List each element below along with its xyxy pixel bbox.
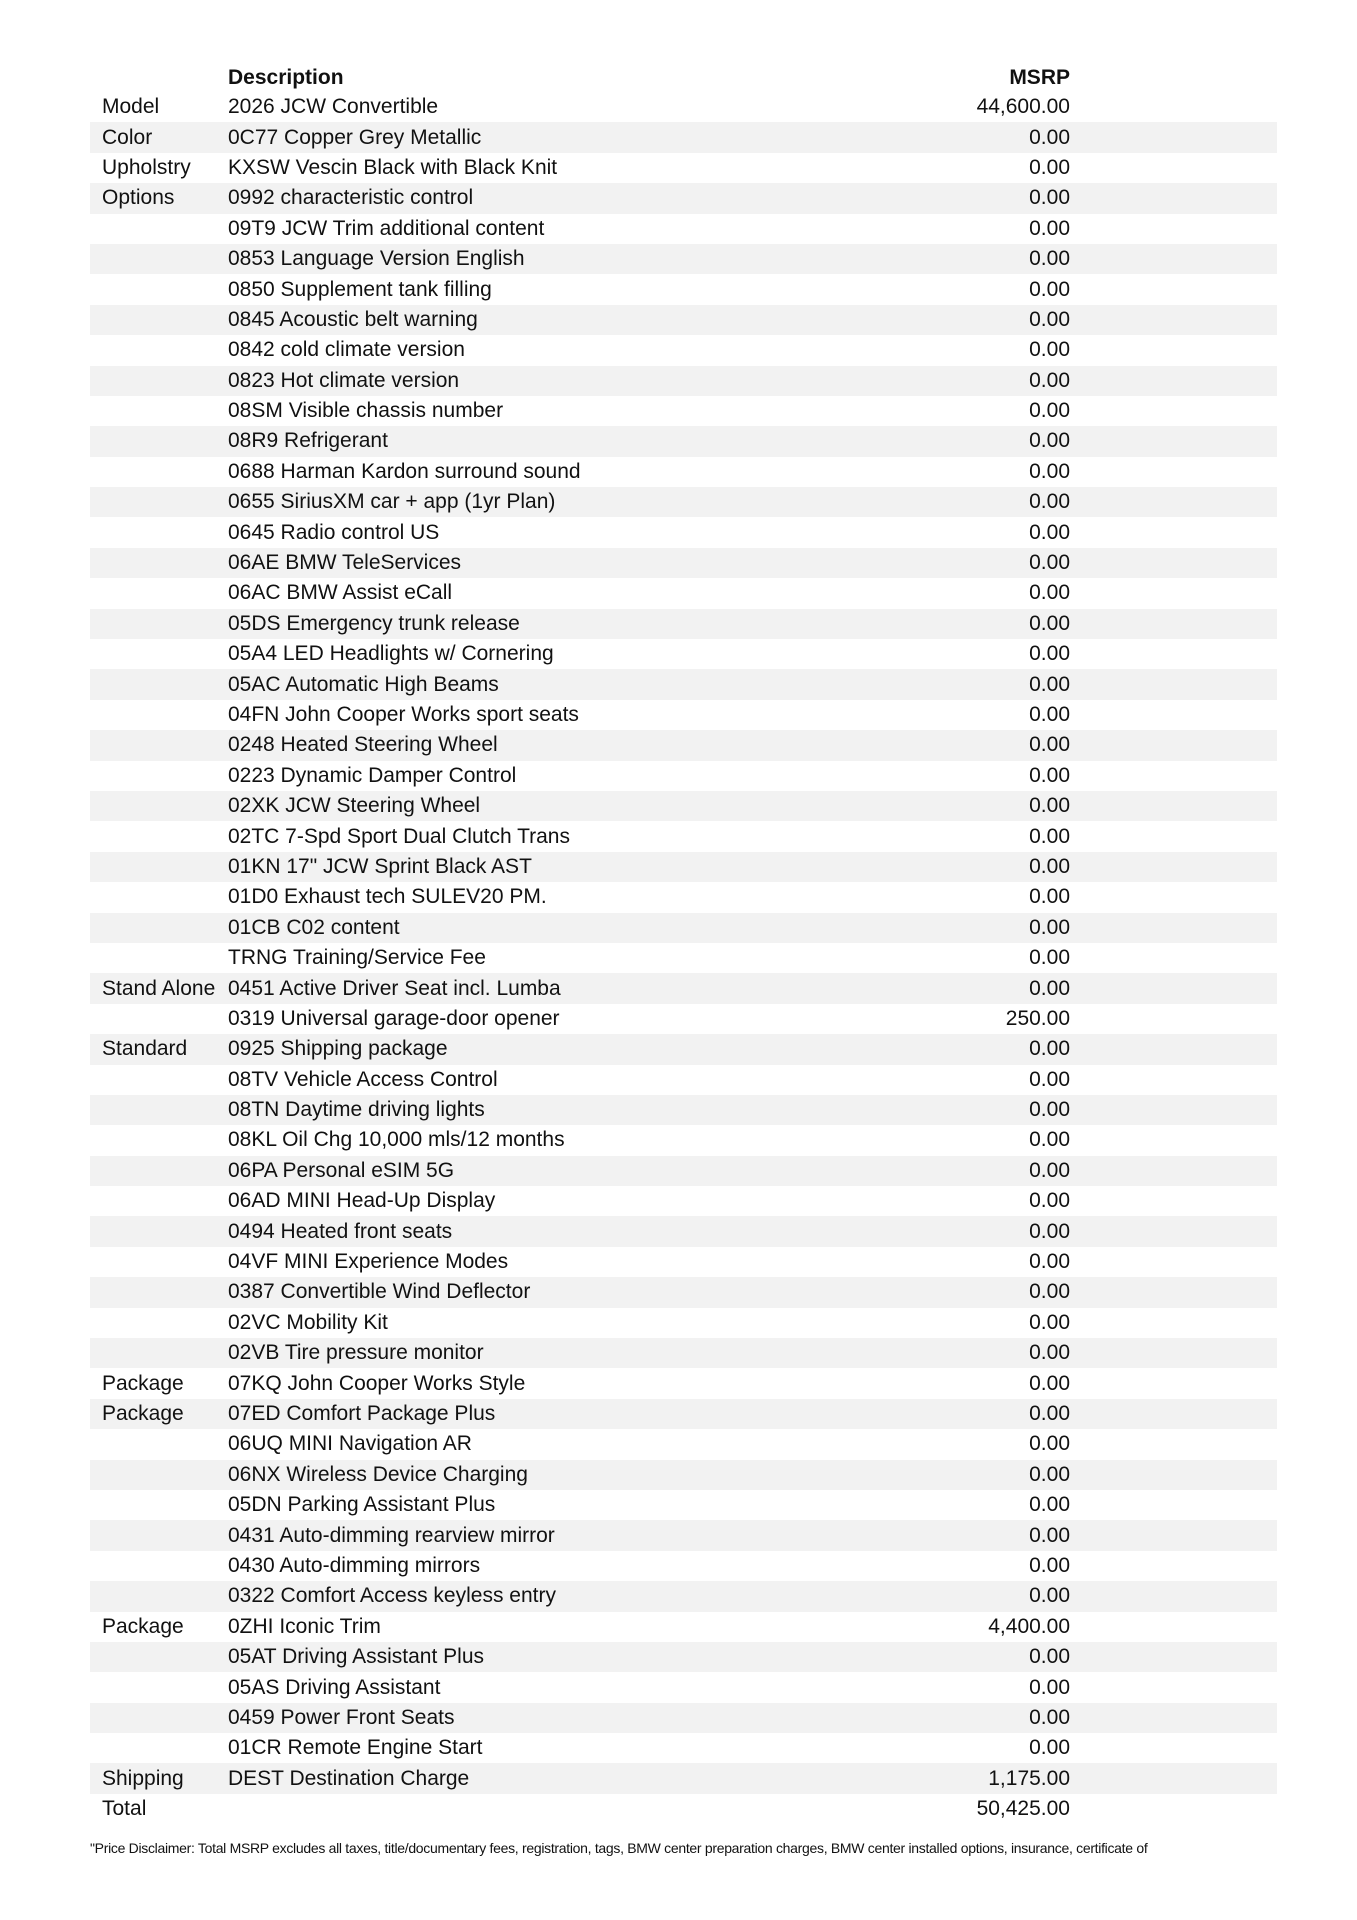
table-row xyxy=(90,882,1277,912)
row-msrp: 0.00 xyxy=(1029,794,1070,818)
table-row xyxy=(90,1429,1277,1459)
table-row xyxy=(90,1703,1277,1733)
table-row xyxy=(90,1247,1277,1277)
table-row xyxy=(90,426,1277,456)
table-row xyxy=(90,1216,1277,1246)
table-row xyxy=(90,1125,1277,1155)
row-description: 02VB Tire pressure monitor xyxy=(228,1341,484,1365)
row-category: Total xyxy=(102,1797,147,1821)
table-row xyxy=(90,639,1277,669)
row-description: 05DS Emergency trunk release xyxy=(228,611,520,635)
table-row xyxy=(90,1338,1277,1368)
row-description: 05AS Driving Assistant xyxy=(228,1675,441,1699)
row-msrp: 0.00 xyxy=(1029,216,1070,240)
row-description: 06NX Wireless Device Charging xyxy=(228,1462,528,1486)
row-msrp: 0.00 xyxy=(1029,1280,1070,1304)
row-description: 05AT Driving Assistant Plus xyxy=(228,1645,484,1669)
row-description: 06UQ MINI Navigation AR xyxy=(228,1432,472,1456)
row-msrp: 0.00 xyxy=(1029,1250,1070,1274)
row-msrp: 0.00 xyxy=(1029,824,1070,848)
row-msrp: 44,600.00 xyxy=(976,95,1070,119)
row-msrp: 0.00 xyxy=(1029,703,1070,726)
row-category: Package xyxy=(102,1401,184,1425)
row-description: 08SM Visible chassis number xyxy=(228,399,504,423)
table-row xyxy=(90,1551,1277,1581)
row-msrp: 0.00 xyxy=(1029,1158,1070,1182)
row-msrp: 0.00 xyxy=(1029,1736,1070,1760)
row-msrp: 0.00 xyxy=(1029,1493,1070,1517)
row-description: 08TV Vehicle Access Control xyxy=(228,1067,498,1091)
row-category: Color xyxy=(102,125,153,149)
row-msrp: 0.00 xyxy=(1029,733,1070,757)
table-row xyxy=(90,92,1277,122)
table-row xyxy=(90,852,1277,882)
row-description: 0319 Universal garage-door opener xyxy=(228,1006,560,1030)
table-row xyxy=(90,761,1277,791)
table-row xyxy=(90,366,1277,396)
row-description: 0430 Auto-dimming mirrors xyxy=(228,1553,481,1577)
row-description: 0645 Radio control US xyxy=(228,520,440,544)
table-row xyxy=(90,1186,1277,1216)
table-row xyxy=(90,1095,1277,1125)
row-description: 0451 Active Driver Seat incl. Lumba xyxy=(228,976,561,1000)
row-msrp: 0.00 xyxy=(1029,1523,1070,1547)
table-row xyxy=(90,1308,1277,1338)
row-description: DEST Destination Charge xyxy=(228,1766,470,1790)
row-description: 06AD MINI Head-Up Display xyxy=(228,1189,496,1213)
row-msrp: 250.00 xyxy=(1005,1006,1070,1030)
table-row xyxy=(90,274,1277,304)
table-header xyxy=(90,66,1277,92)
row-msrp: 0.00 xyxy=(1029,642,1070,666)
row-msrp: 0.00 xyxy=(1029,1219,1070,1243)
row-msrp: 0.00 xyxy=(1029,520,1070,544)
row-msrp: 0.00 xyxy=(1029,1341,1070,1365)
table-row xyxy=(90,821,1277,851)
row-msrp: 0.00 xyxy=(1029,551,1070,575)
row-description: 08KL Oil Chg 10,000 mls/12 months xyxy=(228,1128,565,1152)
row-msrp: 0.00 xyxy=(1029,307,1070,331)
table-row xyxy=(90,1581,1277,1611)
row-description: 01CB C02 content xyxy=(228,915,400,939)
row-description: 05A4 LED Headlights w/ Cornering xyxy=(228,642,554,666)
row-description: TRNG Training/Service Fee xyxy=(228,946,486,970)
row-description: 04FN John Cooper Works sport seats xyxy=(228,703,579,726)
table-row xyxy=(90,1277,1277,1307)
row-description: 0655 SiriusXM car + app (1yr Plan) xyxy=(228,490,556,514)
row-category: Standard xyxy=(102,1037,188,1061)
table-row xyxy=(90,487,1277,517)
row-description: 0431 Auto-dimming rearview mirror xyxy=(228,1523,555,1547)
table-row xyxy=(90,943,1277,973)
header-msrp: MSRP xyxy=(1009,66,1070,89)
row-description: 01D0 Exhaust tech SULEV20 PM. xyxy=(228,885,547,909)
row-category: Model xyxy=(102,95,160,119)
row-msrp: 0.00 xyxy=(1029,1675,1070,1699)
row-description: 07KQ John Cooper Works Style xyxy=(228,1371,526,1395)
row-description: 01CR Remote Engine Start xyxy=(228,1736,483,1760)
row-msrp: 0.00 xyxy=(1029,247,1070,271)
row-msrp: 0.00 xyxy=(1029,1037,1070,1061)
row-description: 0850 Supplement tank filling xyxy=(228,277,492,301)
row-description: 0322 Comfort Access keyless entry xyxy=(228,1584,556,1608)
table-row xyxy=(90,1520,1277,1550)
row-msrp: 0.00 xyxy=(1029,1584,1070,1608)
row-description: 0925 Shipping package xyxy=(228,1037,448,1061)
row-description: 0688 Harman Kardon surround sound xyxy=(228,459,581,483)
table-row xyxy=(90,1034,1277,1064)
row-description: 0992 characteristic control xyxy=(228,186,474,210)
row-description: 08R9 Refrigerant xyxy=(228,429,388,453)
row-msrp: 0.00 xyxy=(1029,338,1070,362)
table-body xyxy=(90,92,1277,1824)
row-description: 09T9 JCW Trim additional content xyxy=(228,216,545,240)
row-description: 01KN 17" JCW Sprint Black AST xyxy=(228,854,532,878)
row-msrp: 0.00 xyxy=(1029,399,1070,423)
row-description: 0248 Heated Steering Wheel xyxy=(228,733,498,757)
table-row xyxy=(90,396,1277,426)
row-category: Upholstry xyxy=(102,155,191,179)
row-description: 0C77 Copper Grey Metallic xyxy=(228,125,482,149)
row-msrp: 0.00 xyxy=(1029,672,1070,696)
row-msrp: 0.00 xyxy=(1029,915,1070,939)
table-row xyxy=(90,517,1277,547)
row-description: 0387 Convertible Wind Deflector xyxy=(228,1280,531,1304)
row-msrp: 0.00 xyxy=(1029,459,1070,483)
row-msrp: 50,425.00 xyxy=(976,1797,1070,1821)
row-description: 0823 Hot climate version xyxy=(228,368,460,392)
row-description: 0459 Power Front Seats xyxy=(228,1705,455,1729)
row-msrp: 0.00 xyxy=(1029,368,1070,392)
row-msrp: 0.00 xyxy=(1029,155,1070,179)
table-row xyxy=(90,305,1277,335)
table-row xyxy=(90,700,1277,730)
row-description: 06AE BMW TeleServices xyxy=(228,551,462,575)
table-row xyxy=(90,457,1277,487)
row-category: Stand Alone xyxy=(102,976,216,1000)
table-row xyxy=(90,1672,1277,1702)
table-row xyxy=(90,730,1277,760)
row-description: KXSW Vescin Black with Black Knit xyxy=(228,155,558,179)
row-msrp: 0.00 xyxy=(1029,854,1070,878)
table-row xyxy=(90,1399,1277,1429)
row-description: 0494 Heated front seats xyxy=(228,1219,453,1243)
row-description: 0ZHI Iconic Trim xyxy=(228,1614,381,1638)
row-msrp: 0.00 xyxy=(1029,1371,1070,1395)
table-row xyxy=(90,183,1277,213)
row-description: 0845 Acoustic belt warning xyxy=(228,307,478,331)
row-msrp: 0.00 xyxy=(1029,763,1070,787)
table-row xyxy=(90,1490,1277,1520)
table-row xyxy=(90,122,1277,152)
msrp-table xyxy=(90,66,1277,1824)
row-msrp: 0.00 xyxy=(1029,186,1070,210)
row-msrp: 0.00 xyxy=(1029,885,1070,909)
table-row xyxy=(90,1642,1277,1672)
table-row xyxy=(90,335,1277,365)
table-row xyxy=(90,973,1277,1003)
price-disclaimer: "Price Disclaimer: Total MSRP excludes all taxes, title/documentary fees, registration, tags, BMW center preparation charges, BMW center installed options, insurance, certificate of xyxy=(90,1840,1148,1856)
table-row xyxy=(90,1156,1277,1186)
table-row xyxy=(90,1460,1277,1490)
row-msrp: 0.00 xyxy=(1029,1462,1070,1486)
table-row xyxy=(90,1763,1277,1793)
table-row xyxy=(90,1004,1277,1034)
row-msrp: 0.00 xyxy=(1029,1128,1070,1152)
table-row xyxy=(90,913,1277,943)
row-category: Options xyxy=(102,186,175,210)
table-row xyxy=(90,548,1277,578)
table-row xyxy=(90,153,1277,183)
row-description: 08TN Daytime driving lights xyxy=(228,1098,485,1122)
row-description: 02XK JCW Steering Wheel xyxy=(228,794,481,818)
row-msrp: 0.00 xyxy=(1029,976,1070,1000)
row-msrp: 0.00 xyxy=(1029,581,1070,605)
table-row xyxy=(90,1065,1277,1095)
row-description: 04VF MINI Experience Modes xyxy=(228,1250,509,1274)
row-msrp: 0.00 xyxy=(1029,946,1070,970)
table-row xyxy=(90,1368,1277,1398)
row-msrp: 0.00 xyxy=(1029,1705,1070,1729)
row-msrp: 0.00 xyxy=(1029,1310,1070,1334)
row-msrp: 0.00 xyxy=(1029,429,1070,453)
table-row xyxy=(90,609,1277,639)
table-row xyxy=(90,214,1277,244)
table-row xyxy=(90,578,1277,608)
table-row xyxy=(90,669,1277,699)
row-msrp: 0.00 xyxy=(1029,1432,1070,1456)
row-msrp: 0.00 xyxy=(1029,1553,1070,1577)
row-msrp: 1,175.00 xyxy=(988,1766,1070,1790)
table-row xyxy=(90,1733,1277,1763)
row-msrp: 0.00 xyxy=(1029,1067,1070,1091)
row-description: 0853 Language Version English xyxy=(228,247,525,271)
row-description: 07ED Comfort Package Plus xyxy=(228,1401,496,1425)
row-msrp: 0.00 xyxy=(1029,277,1070,301)
row-description: 05DN Parking Assistant Plus xyxy=(228,1493,496,1517)
row-category: Shipping xyxy=(102,1766,184,1790)
row-description: 0842 cold climate version xyxy=(228,338,465,362)
row-msrp: 0.00 xyxy=(1029,125,1070,149)
row-description: 02VC Mobility Kit xyxy=(228,1310,388,1334)
row-description: 2026 JCW Convertible xyxy=(228,95,439,119)
row-msrp: 0.00 xyxy=(1029,1189,1070,1213)
row-category: Package xyxy=(102,1614,184,1638)
table-row xyxy=(90,791,1277,821)
row-description: 06PA Personal eSIM 5G xyxy=(228,1158,455,1182)
row-description: 0223 Dynamic Damper Control xyxy=(228,763,517,787)
header-description: Description xyxy=(228,66,344,89)
row-msrp: 0.00 xyxy=(1029,1098,1070,1122)
table-row xyxy=(90,244,1277,274)
row-msrp: 0.00 xyxy=(1029,1401,1070,1425)
row-category: Package xyxy=(102,1371,184,1395)
row-msrp: 4,400.00 xyxy=(988,1614,1070,1638)
row-msrp: 0.00 xyxy=(1029,490,1070,514)
row-description: 06AC BMW Assist eCall xyxy=(228,581,453,605)
row-description: 05AC Automatic High Beams xyxy=(228,672,499,696)
table-row xyxy=(90,1612,1277,1642)
row-msrp: 0.00 xyxy=(1029,1645,1070,1669)
table-row xyxy=(90,1794,1277,1824)
row-msrp: 0.00 xyxy=(1029,611,1070,635)
row-description: 02TC 7-Spd Sport Dual Clutch Trans xyxy=(228,824,570,848)
